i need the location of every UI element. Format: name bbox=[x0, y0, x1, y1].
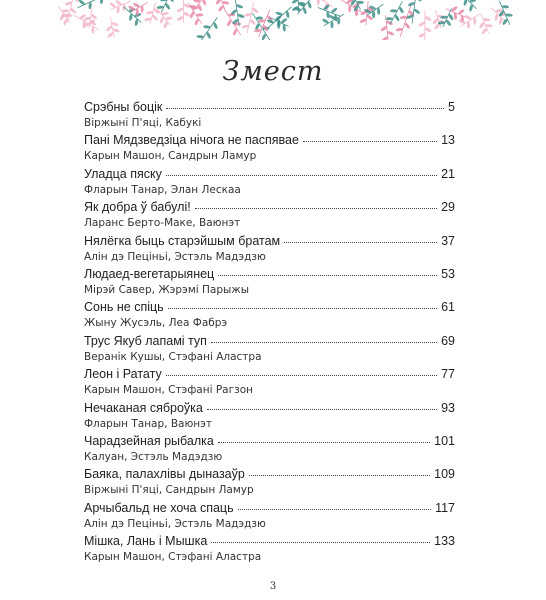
toc-entry-title: Леон і Ратату bbox=[84, 367, 162, 382]
table-of-contents bbox=[84, 100, 455, 567]
leaf bbox=[256, 16, 263, 19]
leaf bbox=[168, 0, 175, 3]
toc-leader-dots bbox=[284, 233, 437, 243]
leaf bbox=[317, 0, 320, 5]
toc-entry-authors: Флaрын Танар, Элан Лескаа bbox=[84, 183, 241, 196]
toc-entry[interactable] bbox=[84, 367, 455, 400]
toc-leader-dots bbox=[166, 166, 437, 176]
leaf bbox=[424, 15, 432, 21]
toc-entry-authors: Алін дэ Пеціньі, Эстэль Мадэдзю bbox=[84, 517, 266, 530]
leaf bbox=[218, 5, 225, 12]
leaf bbox=[100, 0, 104, 4]
toc-entry-authors: Ларанс Берто-Маке, Ваюнэт bbox=[84, 217, 241, 230]
leaf bbox=[90, 13, 98, 20]
toc-entry-authors: Алін дэ Пеціньі, Эстэль Мадэдзю bbox=[84, 250, 266, 263]
toc-entry-row bbox=[84, 367, 455, 383]
leaf bbox=[458, 8, 466, 15]
toc-entry-title: Нялёгка быць старэйшым братам bbox=[84, 233, 281, 248]
toc-entry-title: Баяка, палахлівы дыназаўр bbox=[84, 467, 245, 482]
leaf-stem bbox=[247, 2, 254, 33]
leaf-stem bbox=[259, 10, 270, 37]
toc-entry-title: Мішка, Лань і Мышка bbox=[84, 534, 208, 549]
toc-leader-dots bbox=[211, 533, 430, 543]
leaf bbox=[201, 0, 207, 6]
toc-leader-dots bbox=[168, 299, 437, 309]
toc-entry-title: Людаед-вегетарыянец bbox=[84, 266, 215, 281]
leaf bbox=[418, 32, 426, 38]
toc-entry-title: Сонь не спіць bbox=[84, 300, 164, 315]
toc-entry-row bbox=[84, 234, 455, 250]
leaf bbox=[479, 21, 486, 29]
leaf bbox=[473, 17, 476, 24]
toc-entry-authors: Жыну Жусэль, Леа Фабрэ bbox=[84, 317, 228, 330]
leaf bbox=[386, 17, 393, 20]
toc-entry-page: 61 bbox=[441, 300, 455, 315]
toc-entry-row bbox=[84, 534, 455, 550]
header-leaf-ornament bbox=[0, 0, 546, 40]
leaf-stem bbox=[366, 1, 368, 25]
toc-entry[interactable] bbox=[84, 167, 455, 200]
leaf bbox=[72, 0, 79, 3]
toc-leader-dots bbox=[249, 466, 430, 476]
leaf bbox=[297, 0, 305, 1]
toc-leader-dots bbox=[218, 266, 437, 276]
leaf bbox=[330, 7, 337, 14]
toc-leader-dots bbox=[195, 199, 437, 209]
leaf bbox=[467, 21, 470, 28]
toc-entry-authors: Калуан, Эстэль Мадэдзю bbox=[84, 450, 223, 463]
toc-entry-title: Пані Мядзведзіца нічога не паспявае bbox=[84, 133, 299, 148]
toc-entry[interactable] bbox=[84, 434, 455, 467]
toc-entry[interactable] bbox=[84, 133, 455, 166]
leaf bbox=[252, 7, 259, 14]
toc-entry-title: Арчыбальд не хоча спаць bbox=[84, 500, 234, 515]
leaf bbox=[109, 2, 117, 9]
toc-entry-page: 93 bbox=[441, 400, 455, 415]
toc-entry-row bbox=[84, 434, 455, 450]
toc-entry-row bbox=[84, 133, 455, 149]
toc-entry-authors: Карын Машон, Стэфані Рагзон bbox=[84, 384, 254, 397]
leaf bbox=[70, 7, 77, 14]
toc-leader-dots bbox=[238, 500, 431, 510]
toc-entry-page: 117 bbox=[435, 500, 455, 515]
toc-entry[interactable] bbox=[84, 501, 455, 534]
leaf bbox=[348, 5, 351, 12]
leaf bbox=[418, 21, 426, 27]
page-title: Змест bbox=[222, 56, 324, 87]
leaf bbox=[415, 0, 423, 2]
toc-entry-title: Як добра ў бабулі! bbox=[84, 200, 191, 215]
leaf bbox=[330, 21, 333, 28]
leaf bbox=[249, 19, 256, 26]
toc-entry[interactable] bbox=[84, 401, 455, 434]
toc-entry-authors: Мірэй Савер, Жэрэмі Парыжы bbox=[84, 283, 250, 296]
toc-entry-page: 5 bbox=[448, 100, 455, 114]
leaf bbox=[176, 7, 184, 13]
toc-entry-row bbox=[84, 467, 455, 483]
toc-entry-row bbox=[84, 167, 455, 183]
toc-entry-authors: Карын Машон, Стэфані Аластра bbox=[84, 551, 262, 564]
toc-entry[interactable] bbox=[84, 267, 455, 300]
toc-entry-authors: Віржыні П'яці, Сандрын Ламур bbox=[84, 484, 254, 497]
leaf bbox=[424, 27, 432, 33]
leaf bbox=[451, 6, 459, 13]
toc-entry-authors: Веранік Кушы, Стэфані Аластра bbox=[84, 350, 262, 363]
toc-entry-authors: Карын Машон, Сандрын Ламур bbox=[84, 150, 257, 163]
toc-entry-row bbox=[84, 200, 455, 216]
toc-entry[interactable] bbox=[84, 234, 455, 267]
toc-leader-dots bbox=[166, 366, 437, 376]
toc-entry-page: 53 bbox=[441, 266, 455, 281]
toc-entry-title: Нечаканая сяброўка bbox=[84, 400, 203, 415]
toc-entry-row bbox=[84, 501, 455, 517]
toc-entry-title: Трус Якуб лапамі туп bbox=[84, 333, 207, 348]
toc-leader-dots bbox=[303, 132, 437, 142]
toc-entry[interactable] bbox=[84, 334, 455, 367]
toc-entry-page: 101 bbox=[434, 433, 455, 448]
leaf bbox=[151, 14, 158, 21]
leaf bbox=[432, 18, 439, 25]
toc-entry-page: 21 bbox=[441, 166, 455, 181]
leaf-stem bbox=[390, 1, 402, 24]
toc-entry-page: 77 bbox=[441, 367, 455, 382]
leaf bbox=[413, 8, 421, 15]
leaf bbox=[183, 11, 191, 17]
leaf bbox=[176, 15, 184, 21]
toc-entry-row bbox=[84, 100, 455, 116]
toc-entry[interactable] bbox=[84, 200, 455, 233]
toc-entry-page: 13 bbox=[441, 133, 455, 148]
leaf bbox=[107, 31, 114, 38]
toc-entry-row bbox=[84, 334, 455, 350]
toc-entry-page: 29 bbox=[441, 200, 455, 215]
leaf bbox=[404, 22, 411, 29]
toc-entry[interactable] bbox=[84, 100, 455, 133]
toc-entry-row bbox=[84, 401, 455, 417]
leaf bbox=[337, 17, 340, 24]
toc-leader-dots bbox=[211, 333, 437, 343]
leaf bbox=[105, 25, 112, 32]
leaf bbox=[215, 0, 222, 5]
toc-entry-page: 69 bbox=[441, 333, 455, 348]
toc-entry-page: 133 bbox=[434, 534, 455, 549]
toc-entry-authors: Флaрын Танар, Ваюнэт bbox=[84, 417, 213, 430]
toc-leader-dots bbox=[207, 400, 437, 410]
toc-leader-dots bbox=[218, 433, 430, 443]
toc-entry-page: 37 bbox=[441, 233, 455, 248]
page-number: 3 bbox=[269, 581, 277, 592]
leaf-pattern-icon bbox=[0, 0, 546, 40]
toc-entry-row bbox=[84, 267, 455, 283]
toc-entry[interactable] bbox=[84, 300, 455, 333]
toc-leader-dots bbox=[166, 99, 444, 109]
leaf bbox=[291, 0, 299, 4]
toc-entry[interactable] bbox=[84, 467, 455, 500]
toc-entry-page: 109 bbox=[434, 467, 455, 482]
leaf bbox=[390, 9, 397, 12]
toc-entry-title: Срэбны боцік bbox=[84, 100, 163, 114]
toc-entry-authors: Віржыні П'яці, Кабукі bbox=[84, 117, 202, 129]
toc-entry-title: Чарадзейная рыбалка bbox=[84, 433, 214, 448]
leaf bbox=[91, 26, 94, 33]
leaf bbox=[141, 6, 144, 13]
leaf bbox=[463, 0, 468, 6]
toc-entry-row bbox=[84, 300, 455, 316]
toc-entry[interactable] bbox=[84, 534, 455, 567]
leaf bbox=[481, 27, 488, 35]
toc-entry-title: Уладца пяску bbox=[84, 166, 162, 181]
